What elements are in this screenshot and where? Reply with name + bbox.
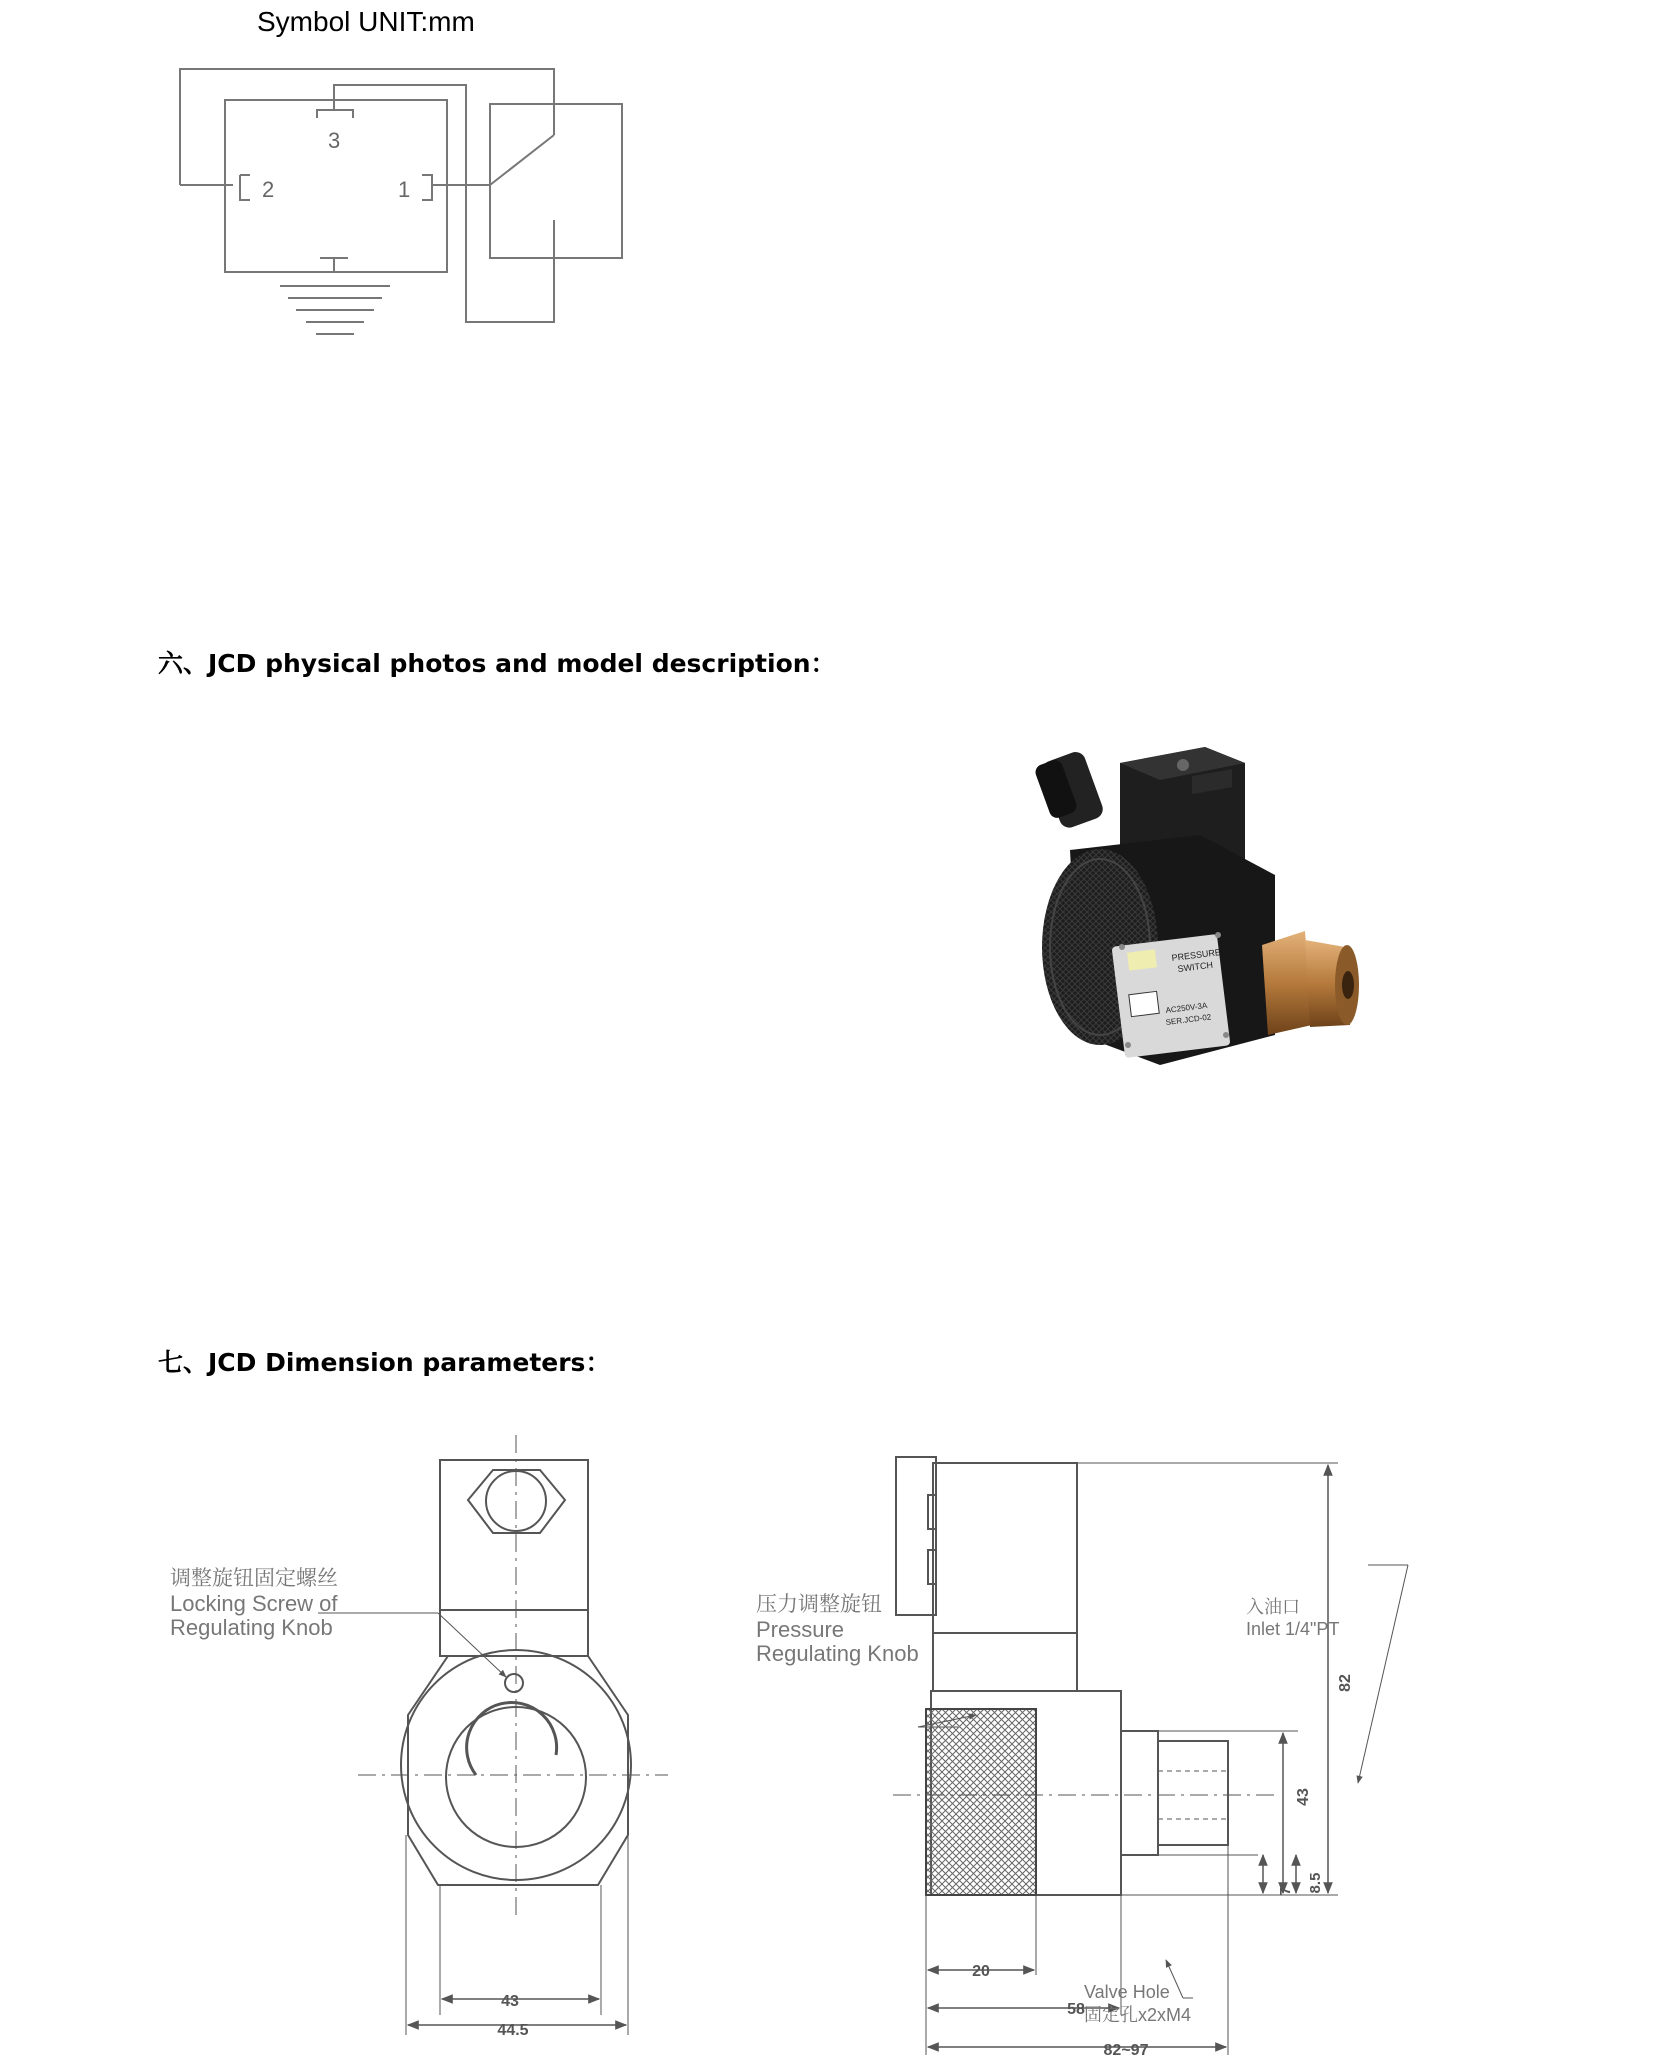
dim-43-port: 43 [1295, 1788, 1312, 1806]
dim-82-97: 82~97 [1103, 2042, 1149, 2059]
inlet-label-en: Inlet 1/4"PT [1246, 1619, 1340, 1639]
symbol-caption: Symbol UNIT:mm [257, 6, 475, 37]
inlet-label-cn: 入油口 [1246, 1597, 1300, 1617]
plate-line-2: SWITCH [1177, 959, 1214, 974]
cable-gland [1033, 749, 1105, 830]
switch-contact [490, 135, 554, 185]
plate-line-4: SER.JCD-02 [1165, 1012, 1212, 1027]
locking-screw-label-en-2: Regulating Knob [170, 1615, 333, 1640]
switch-box [490, 104, 622, 258]
valve-hole-label-cn: 固定孔x2xM4 [1084, 2005, 1192, 2025]
locking-screw [505, 1674, 523, 1692]
knob-hatched [926, 1709, 1036, 1895]
side-view [893, 1457, 1408, 2055]
wiring-symbol-diagram [170, 60, 640, 350]
plate-line-1: PRESSURE [1171, 947, 1222, 963]
dim-44-5: 44.5 [497, 2022, 529, 2039]
dim-58: 58 [1067, 2001, 1085, 2018]
nameplate [1112, 932, 1231, 1058]
knob-label-en-2: Regulating Knob [756, 1641, 919, 1666]
dim-8-5: 8.5 [1307, 1872, 1324, 1894]
brass-fitting [1262, 931, 1359, 1035]
valve-hole-label-en: Valve Hole [1084, 1982, 1170, 2002]
connector-box [225, 100, 447, 272]
section-6-heading: 六、JCD physical photos and model description： [158, 649, 836, 678]
dim-82-height: 82 [1337, 1674, 1354, 1692]
pin-2-label: 2 [262, 177, 275, 202]
knob-label-cn: 压力调整旋钮 [756, 1593, 882, 1616]
dim-7: 7 [1277, 1886, 1294, 1896]
product-photo [1000, 735, 1360, 1085]
dim-20: 20 [972, 1963, 990, 1980]
wire-outer [180, 69, 554, 185]
dimension-drawing [158, 1415, 1518, 2065]
pin-3-label: 3 [328, 128, 341, 153]
front-view [318, 1435, 668, 2035]
locking-screw-label-en-1: Locking Screw of [170, 1591, 338, 1616]
locking-screw-label-cn: 调整旋钮固定螺丝 [170, 1567, 338, 1590]
plate-line-3: AC250V-3A [1165, 1000, 1208, 1015]
knob-label-en-1: Pressure [756, 1617, 845, 1642]
pin-1-label: 1 [398, 177, 411, 202]
dim-43-front: 43 [501, 1993, 519, 2010]
section-7-heading: 七、JCD Dimension parameters： [158, 1348, 611, 1377]
